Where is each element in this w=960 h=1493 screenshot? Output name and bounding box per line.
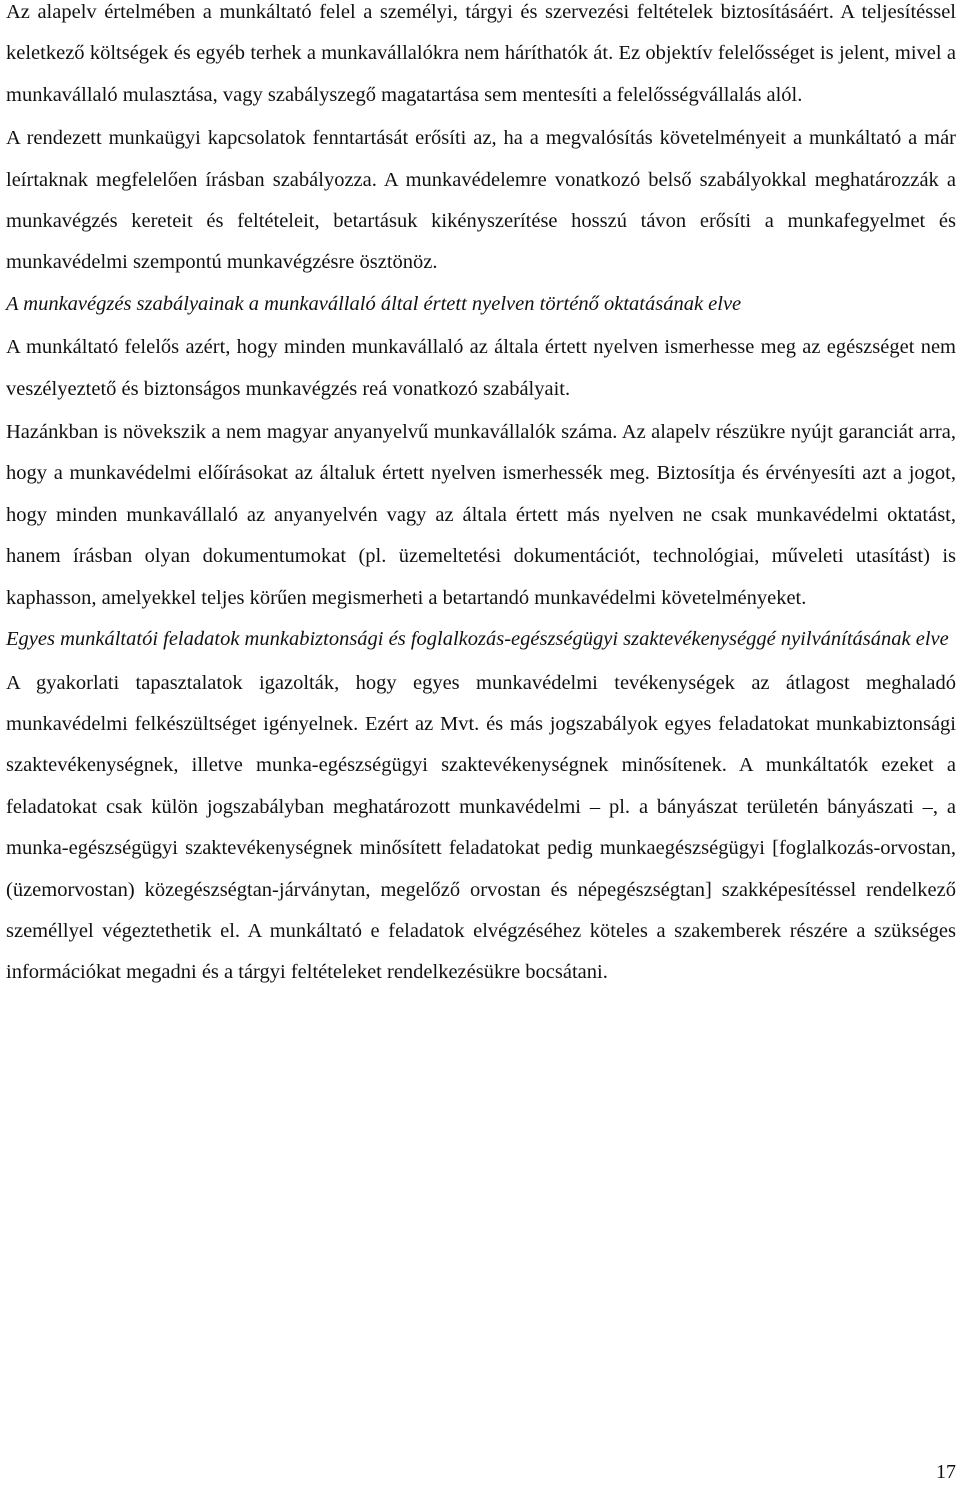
paragraph-language-responsibility: A munkáltató felelős azért, hogy minden munkavállaló az általa értett nyelven ismerhesse meg az egészséget nem veszélyeztető és biztonságos munkavégzés reá vonatkozó szabályait. <box>6 336 956 400</box>
section-heading-language-principle: A munkavégzés szabályainak a munkavállaló által értett nyelven történő oktatásának elve <box>6 292 742 315</box>
paragraph-employer-liability: Az alapelv értelmében a munkáltató felel a személyi, tárgyi és szervezési feltételek biztosításáért. A teljesítéssel keletkező költségek és egyéb terhek a munkavállalókra nem háríthatók át. Ez objektív felelősséget is jelent, mivel a munkavállaló mulasztása, vagy szabályszegő magatartása sem mentesíti a felelősségvállalás alól. <box>6 1 956 106</box>
paragraph-specialist-activities: A gyakorlati tapasztalatok igazolták, hogy egyes munkavédelmi tevékenységek az átlagost meghaladó munkavédelmi felkészültséget igényelnek. Ezért az Mvt. és más jogszabályok egyes feladatokat munkabiztonsági szaktevékenységnek, illetve munka-egészségügyi szaktevékenységnek minősítenek. A munkáltatók ezeket a feladatokat csak külön jogszabályban meghatározott munkavédelmi – pl. a bányászat területén bányászati –, a munka-egészségügyi szaktevékenységnek minősített feladatokat pedig munkaegészségügyi [foglalkozás-orvostan, (üzemorvostan) közegészségtan-járványtan, megelőző orvostan és népegészségtan] szakképesítéssel rendelkező személlyel végeztethetik el. A munkáltató e feladatok elvégzéséhez köteles a szakemberek részére a szükséges információkat megadni és a tárgyi feltételeket rendelkezésükre bocsátani. <box>6 671 956 984</box>
page-number: 17 <box>936 1461 956 1483</box>
paragraph-foreign-workers: Hazánkban is növekszik a nem magyar anyanyelvű munkavállalók száma. Az alapelv részükre nyújt garanciát arra, hogy a munkavédelmi előírásokat az általuk értett nyelven ismerhessék meg. Biztosítja és érvényesíti azt a jogot, hogy minden munkavállaló az anyanyelvén vagy az általa értett más nyelven ne csak munkavédelmi oktatást, hanem írásban olyan dokumentumokat (pl. üzemeltetési dokumentációt, technológiai, műveleti utasítást) is kaphasson, amelyekkel teljes körűen megismerheti a betartandó munkavédelmi követelményeket. <box>6 421 956 609</box>
section-heading-specialist-tasks: Egyes munkáltatói feladatok munkabiztonsági és foglalkozás-egészségügyi szaktevékenységgé nyilvánításának elve <box>6 628 949 651</box>
paragraph-labor-relations: A rendezett munkaügyi kapcsolatok fenntartását erősíti az, ha a megvalósítás követelményeit a munkáltató a már leírtaknak megfelelően írásban szabályozza. A munkavédelemre vonatkozó belső szabályokkal meghatározzák a munkavégzés kereteit és feltételeit, betartásuk kikényszerítése hosszú távon erősíti a munkafegyelmet és munkavédelmi szempontú munkavégzésre ösztönöz. <box>6 127 956 274</box>
document-page <box>6 0 956 994</box>
